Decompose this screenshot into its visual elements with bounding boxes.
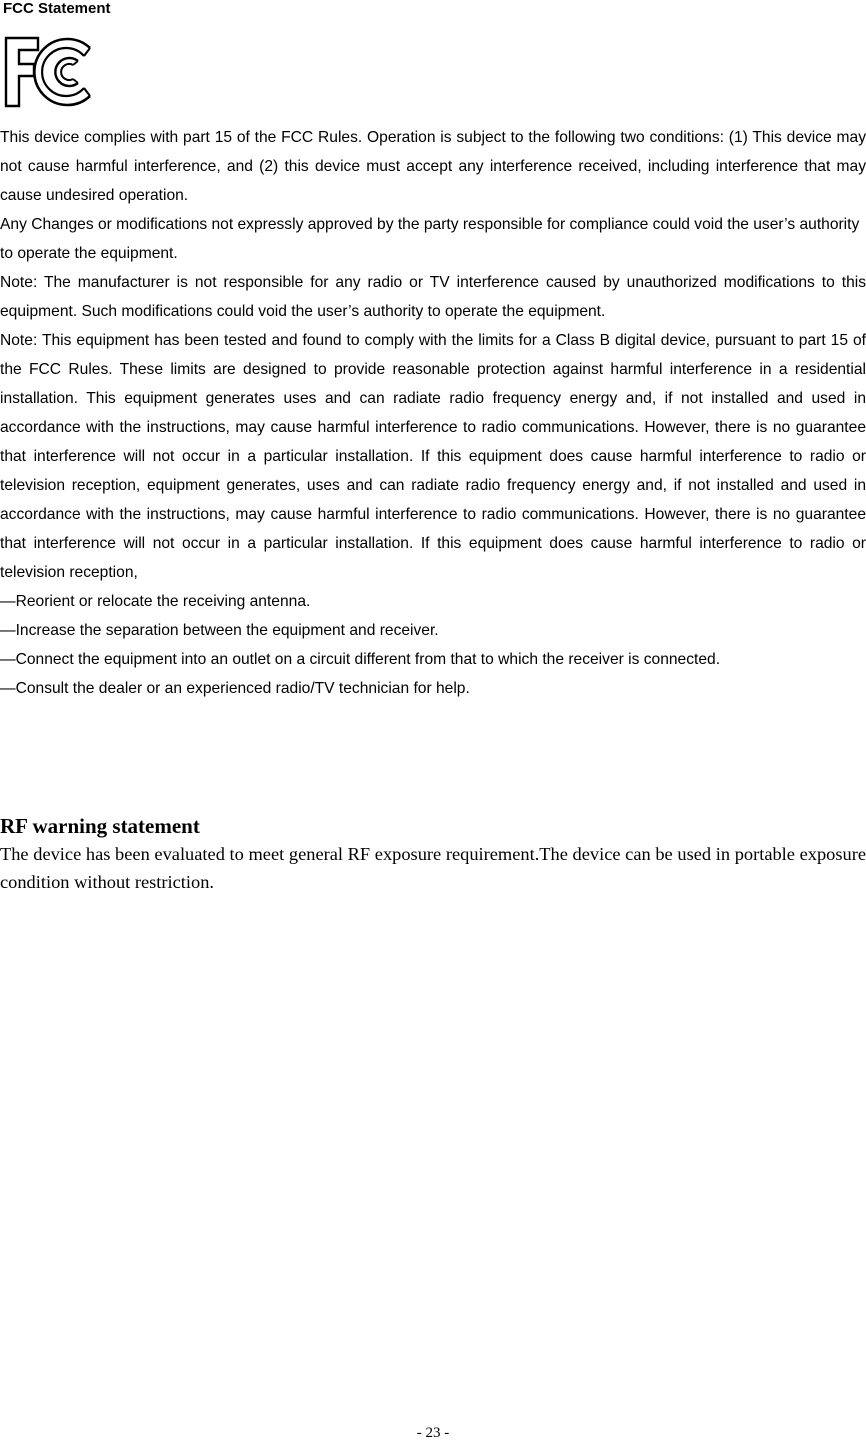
rf-warning-section: [0, 812, 866, 896]
rf-warning-heading: RF warning statement: [0, 814, 200, 838]
fcc-paragraph-compliance: This device complies with part 15 of the FCC Rules. Operation is subject to the following two conditions: (1) This device may not cause harmful interference, and (2) this device must accept any interference received, including interference that may cause undesired operation.: [0, 129, 866, 204]
page-number: - 23 -: [416, 1425, 450, 1441]
measure-reorient: —Reorient or relocate the receiving antenna.: [0, 593, 311, 610]
measure-connect-outlet: —Connect the equipment into an outlet on a circuit different from that to which the receiver is connected.: [0, 651, 721, 668]
fcc-paragraph-manufacturer-note: Note: The manufacturer is not responsible for any radio or TV interference caused by unauthorized modifications to this equipment. Such modifications could void the user’s authority to operate the equipment.: [0, 274, 866, 320]
measure-increase-separation: —Increase the separation between the equipment and receiver.: [0, 622, 439, 639]
measure-consult-dealer: —Consult the dealer or an experienced radio/TV technician for help.: [0, 680, 470, 697]
rf-warning-text: The device has been evaluated to meet general RF exposure requirement.The device can be used in portable exposure condition without restriction.: [0, 844, 866, 892]
fcc-logo-icon: [4, 34, 96, 110]
fcc-paragraph-class-b-note: Note: This equipment has been tested and found to comply with the limits for a Class B digital device, pursuant to part 15 of the FCC Rules. These limits are designed to provide reasonable protection against harmful interference in a residential installation. This equipment generates uses and can radiate radio frequency energy and, if not installed and used in accordance with the instructions, may cause harmful interference to radio communications. However, there is no guarantee that interference will not occur in a particular installation. If this equipment does cause harmful interference to radio or television reception, equipment generates, uses and can radiate radio frequency energy and, if not installed and used in accordance with the instructions, may cause harmful interference to radio communications. However, there is no guarantee that interference will not occur in a particular installation. If this equipment does cause harmful interference to radio or television reception,: [0, 332, 866, 581]
fcc-paragraph-modifications: Any Changes or modifications not expressly approved by the party responsible for compliance could void the user’s authority to operate the equipment.: [0, 216, 860, 262]
fcc-body-text: [0, 123, 866, 703]
fcc-statement-title: FCC Statement: [3, 0, 111, 17]
